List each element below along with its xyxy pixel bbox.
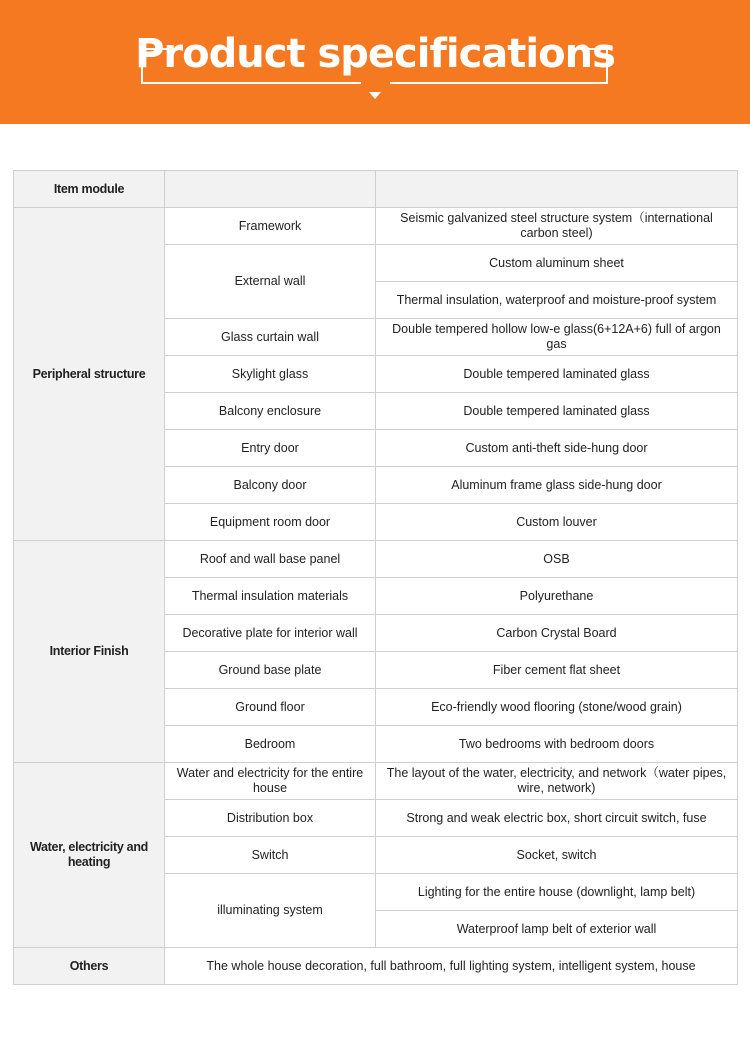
category-interior-finish: Interior Finish bbox=[14, 541, 165, 763]
spec-cell: Custom aluminum sheet bbox=[376, 245, 738, 282]
table-row bbox=[14, 948, 738, 985]
spec-cell: Double tempered laminated glass bbox=[376, 393, 738, 430]
table-row bbox=[14, 208, 738, 245]
category-water-electricity-heating: Water, electricity and heating bbox=[14, 763, 165, 948]
spec-cell: Socket, switch bbox=[376, 837, 738, 874]
spec-cell: Seismic galvanized steel structure system（international carbon steel) bbox=[376, 208, 738, 245]
item-cell: illuminating system bbox=[165, 874, 376, 948]
item-cell: Roof and wall base panel bbox=[165, 541, 376, 578]
header-col2 bbox=[165, 171, 376, 208]
spec-cell: Custom louver bbox=[376, 504, 738, 541]
item-cell: Balcony enclosure bbox=[165, 393, 376, 430]
table-header-row bbox=[14, 171, 738, 208]
item-module-header: Item module bbox=[14, 171, 165, 208]
item-cell: Skylight glass bbox=[165, 356, 376, 393]
item-cell: Ground base plate bbox=[165, 652, 376, 689]
spec-cell: Double tempered hollow low-e glass(6+12A+6) full of argon gas bbox=[376, 319, 738, 356]
spec-cell: Two bedrooms with bedroom doors bbox=[376, 726, 738, 763]
caret-down-icon bbox=[369, 92, 381, 99]
category-others: Others bbox=[14, 948, 165, 985]
spec-cell: Aluminum frame glass side-hung door bbox=[376, 467, 738, 504]
spec-cell: Thermal insulation, waterproof and moisture-proof system bbox=[376, 282, 738, 319]
spec-cell: The layout of the water, electricity, and network（water pipes, wire, network) bbox=[376, 763, 738, 800]
spec-cell: Lighting for the entire house (downlight, lamp belt) bbox=[376, 874, 738, 911]
header-col3 bbox=[376, 171, 738, 208]
table-row bbox=[14, 763, 738, 800]
spec-cell: Polyurethane bbox=[376, 578, 738, 615]
spec-table bbox=[13, 170, 738, 985]
item-cell: Thermal insulation materials bbox=[165, 578, 376, 615]
category-peripheral-structure: Peripheral structure bbox=[14, 208, 165, 541]
item-cell: Switch bbox=[165, 837, 376, 874]
item-cell: Water and electricity for the entire house bbox=[165, 763, 376, 800]
item-cell: Equipment room door bbox=[165, 504, 376, 541]
item-cell: Glass curtain wall bbox=[165, 319, 376, 356]
table-row bbox=[14, 541, 738, 578]
item-cell: Decorative plate for interior wall bbox=[165, 615, 376, 652]
spec-cell: Custom anti-theft side-hung door bbox=[376, 430, 738, 467]
item-cell: Ground floor bbox=[165, 689, 376, 726]
spec-cell: Carbon Crystal Board bbox=[376, 615, 738, 652]
header-banner bbox=[0, 0, 750, 124]
item-cell: Distribution box bbox=[165, 800, 376, 837]
title-underline-right bbox=[390, 82, 608, 84]
item-cell: Framework bbox=[165, 208, 376, 245]
spec-cell-wide: The whole house decoration, full bathroom, full lighting system, intelligent system, house bbox=[165, 948, 738, 985]
item-cell: Bedroom bbox=[165, 726, 376, 763]
title-underline-left bbox=[141, 82, 361, 84]
spec-cell: Waterproof lamp belt of exterior wall bbox=[376, 911, 738, 948]
spec-cell: Eco-friendly wood flooring (stone/wood grain) bbox=[376, 689, 738, 726]
page-title: Product specifications bbox=[135, 31, 615, 77]
item-cell: Entry door bbox=[165, 430, 376, 467]
spec-cell: Double tempered laminated glass bbox=[376, 356, 738, 393]
item-cell: External wall bbox=[165, 245, 376, 319]
spec-cell: Strong and weak electric box, short circuit switch, fuse bbox=[376, 800, 738, 837]
item-cell: Balcony door bbox=[165, 467, 376, 504]
spec-cell: OSB bbox=[376, 541, 738, 578]
spec-cell: Fiber cement flat sheet bbox=[376, 652, 738, 689]
